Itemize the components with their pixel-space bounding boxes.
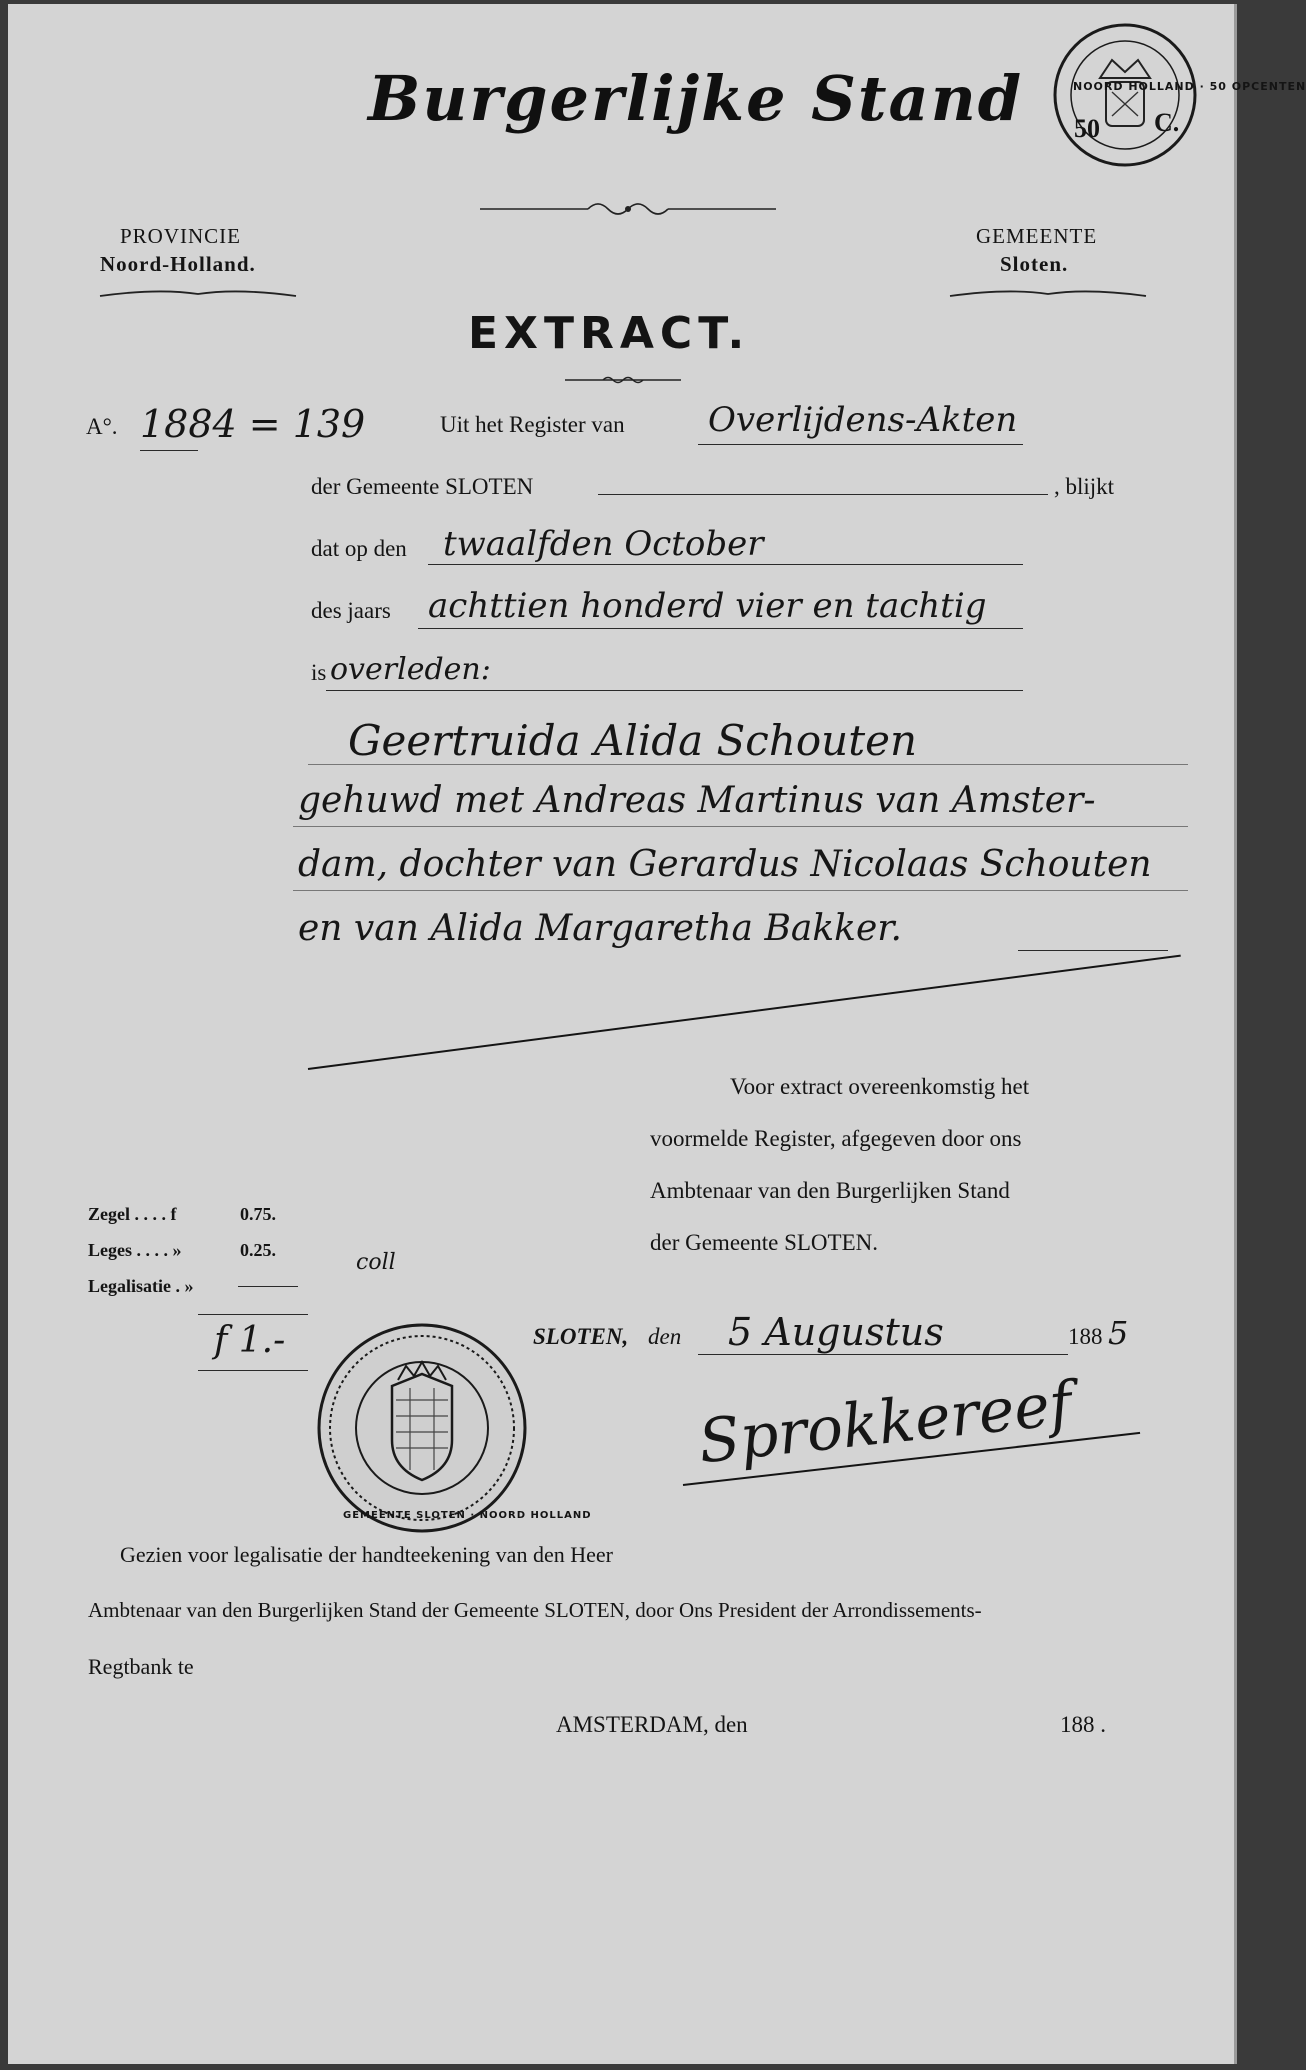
year-underline [418,628,1023,629]
title-ornament [478,198,778,220]
details-rule-2 [293,890,1188,891]
fee-legalisatie-dash [238,1286,298,1287]
document-title: Burgerlijke Stand [368,62,1024,135]
register-name: Overlijdens-Akten [708,400,1018,440]
legalisation-line-3: Regtbank te [88,1654,194,1679]
register-underline [698,444,1023,445]
document-page [8,4,1306,2064]
fee-leges-label: Leges . . . . » [88,1240,182,1260]
record-prefix: A°. [86,414,118,439]
details-line-1: gehuwd met Andreas Martinus van Amster- [298,780,1096,821]
signing-year-prefix: 188 [1068,1324,1103,1349]
legalisation-line-1: Gezien voor legalisatie der handteekening van den Heer [120,1542,613,1567]
register-label: Uit het Register van [440,412,625,437]
details-rule-1 [293,826,1188,827]
event-label: is [311,660,327,685]
certification-line-2: voormelde Register, afgegeven door ons [650,1126,1022,1151]
event-underline [326,690,1023,691]
year-value: achttien honderd vier en tachtig [428,586,987,626]
certification-line-4: der Gemeente SLOTEN. [650,1230,879,1255]
date-label: dat op den [311,536,407,561]
fee-total-top-rule [198,1314,308,1315]
extract-ornament [563,374,683,386]
signing-den: den [648,1324,682,1349]
signature: Sprokkereef [695,1368,1076,1478]
date-value: twaalfden October [443,524,764,564]
municipal-seal-text: GEMEENTE SLOTEN · NOORD HOLLAND [343,1510,592,1521]
year-label: des jaars [311,598,391,623]
municipality-name: Sloten. [1000,252,1069,276]
details-line-3: en van Alida Margaretha Bakker. [298,908,903,949]
deceased-name: Geertruida Alida Schouten [348,716,917,765]
certification-line-1: Voor extract overeenkomstig het [730,1074,1030,1099]
fee-leges-value: 0.25. [240,1240,276,1260]
revenue-stamp-value: 50 [1074,114,1100,143]
revenue-stamp [1050,20,1306,170]
name-rule [308,764,1188,765]
extract-heading: EXTRACT. [468,308,751,359]
province-flourish [98,286,298,302]
signing-date-underline [698,1354,1068,1355]
fee-coll-note: coll [356,1250,396,1275]
legalisation-line-2: Ambtenaar van den Burgerlijken Stand der Gemeente SLOTEN, door Ons President der Arrondissements- [88,1598,982,1622]
record-number-underline [140,450,198,451]
signing-place: SLOTEN, [533,1324,629,1349]
date-underline [428,564,1023,565]
legalisation-place-date: AMSTERDAM, den [556,1712,748,1737]
fee-zegel-label: Zegel . . . . f [88,1204,177,1224]
closing-stroke [308,955,1181,1070]
municipality-line: der Gemeente SLOTEN [311,474,534,499]
municipality-fill-line [598,494,1048,495]
details-end-line [1018,950,1168,951]
province-name: Noord-Holland. [100,252,256,276]
revenue-stamp-unit: C. [1154,108,1180,137]
blijkt-text: , blijkt [1054,474,1115,499]
fee-total: f 1.- [214,1320,286,1361]
fee-total-bottom-rule [198,1370,308,1371]
province-label: PROVINCIE [120,224,242,248]
legalisation-year: 188 . [1060,1712,1106,1737]
signing-year-suffix: 5 [1108,1314,1129,1352]
signing-date: 5 Augustus [728,1310,944,1354]
municipality-label: GEMEENTE [976,224,1098,248]
details-line-2: dam, dochter van Gerardus Nicolaas Schouten [298,844,1152,885]
record-number: 1884 = 139 [140,402,366,446]
event-value: overleden: [330,652,491,687]
fee-legalisatie-label: Legalisatie . » [88,1276,194,1296]
revenue-stamp-text: NOORD HOLLAND · 50 OPCENTEN [1073,80,1306,93]
fee-zegel-value: 0.75. [240,1204,276,1224]
certification-line-3: Ambtenaar van den Burgerlijken Stand [650,1178,1010,1203]
municipality-flourish [948,286,1148,302]
